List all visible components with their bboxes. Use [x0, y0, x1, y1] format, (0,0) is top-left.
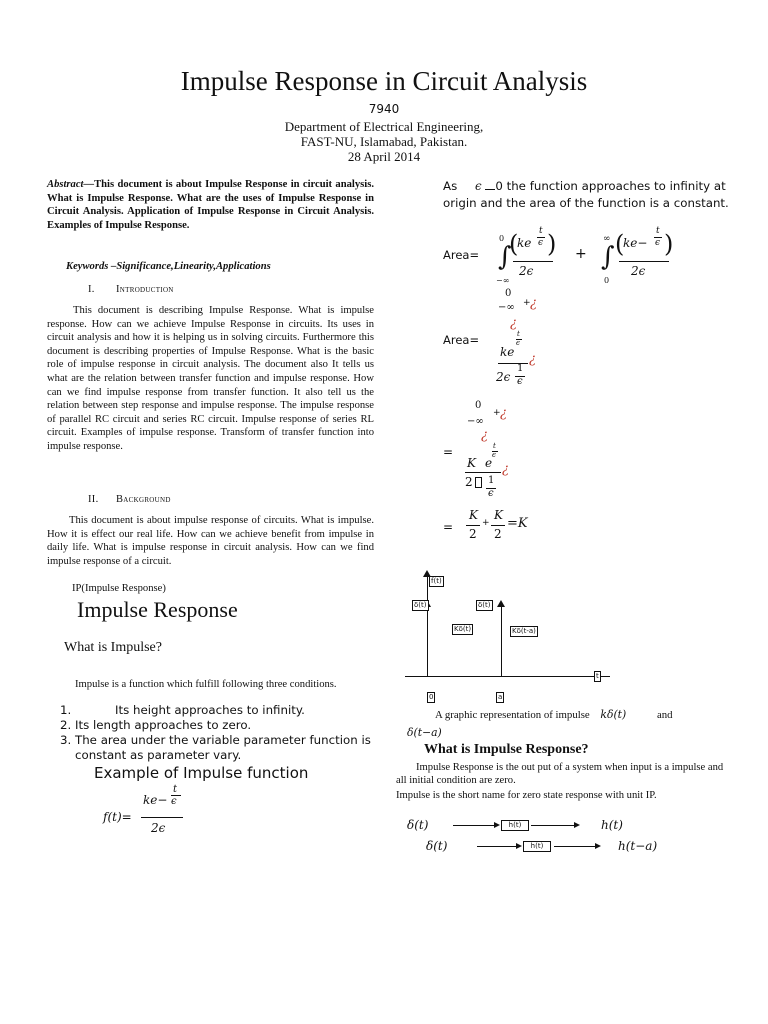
- graph-caption: A graphic representation of impulse kδ(t) and δ(t−a): [407, 708, 673, 739]
- arrow-right-icon: [595, 843, 601, 849]
- section-number-background: II.: [88, 494, 99, 505]
- abstract: Abstract—This document is about Impulse Response in circuit analysis. What is Impulse Response. What are the uses of Impulse Response in Circuit Analysis. Application of Impulse Response in Circuit Analysis. Examples of Impulse Response.: [47, 179, 374, 231]
- arrow-right-icon: [494, 822, 500, 828]
- x-axis: [405, 676, 610, 677]
- impulse-response-definition: Impulse Response is the out put of a system when input is a impulse and all initial condition are zero.: [396, 762, 724, 786]
- system-block-1: h(t): [501, 820, 529, 831]
- system-diagram: δ(t) h(t) h(t) δ(t) h(t) h(t−a): [407, 818, 658, 853]
- background-text: This document is about impulse response of circuits. What is impulse. How it is effect our real life. How can we achieve benefit from impulse in daily life. What is impulse response in circuit analysis. How can we find impulse response of a circuit.: [47, 515, 374, 567]
- impulse-graph: [405, 572, 610, 707]
- t-axis-label: t: [596, 672, 599, 680]
- university: FAST-NU, Islamabad, Pakistan.: [300, 134, 468, 149]
- what-is-impulse-response-heading: What is Impulse Response?: [424, 742, 589, 757]
- ft-label: f(t): [431, 577, 442, 585]
- impulse-response-heading: Impulse Response: [77, 597, 238, 622]
- condition-item: 1. Its height approaches to infinity.: [75, 703, 372, 718]
- arrow-line: [453, 825, 495, 826]
- intro-text: This document is describing Impulse Response. What is impulse response. How can we achieve Impulse Response in circuits. Its uses in circuit analysis and how it is helping us in solving circuits. Furthermore this document is describing properties of Impulse Response. What is the basic role of impulse response in circuit analysis. The document also It tells us what are the relation between transfer function and impulse response. How can we find impulse response from transfer function. It also tell us the relation between step response and impulse response. The impulse response of parallel RC circuit and series RC circuit. Impulse response of series RL circuit. Examples of impulse response. Transform of transfer function into impulse response.: [47, 305, 374, 452]
- abstract-label: Abstract: [47, 179, 84, 190]
- section-number-intro: I.: [88, 284, 95, 295]
- condition-item: 2. Its length approaches to zero.: [75, 718, 372, 733]
- zero-state-note: Impulse is the short name for zero state response with unit IP.: [396, 790, 657, 801]
- keywords: Keywords –Significance,Linearity,Applications: [66, 261, 271, 272]
- k-delta-label: Kδ(t): [454, 625, 472, 633]
- paper-id: 7940: [368, 102, 400, 116]
- arrow-right-icon: [516, 843, 522, 849]
- area-result: = K 2 + K 2 =K: [443, 508, 528, 541]
- what-is-impulse-heading: What is Impulse?: [64, 640, 162, 655]
- department: Department of Electrical Engineering,: [284, 119, 484, 134]
- limit-statement: As ϵ 0 the function approaches to infinity at origin and the area of the function is a constant.: [443, 179, 729, 210]
- date: 28 April 2014: [347, 149, 421, 164]
- system-block-2: h(t): [523, 841, 551, 852]
- page-title: Impulse Response in Circuit Analysis: [180, 66, 588, 96]
- arrow-line: [531, 825, 575, 826]
- arrow-line: [477, 846, 517, 847]
- shifted-impulse-arrow-icon: [497, 600, 505, 607]
- k-delta-a-label: Kδ(t-a): [512, 627, 536, 635]
- delta-label-left: δ(t): [414, 601, 427, 609]
- shifted-impulse-line: [501, 602, 502, 676]
- abstract-text: This document is about Impulse Response in circuit analysis. What is Impulse Response. What are the uses of Impulse Response in Circuit Analysis. Application of Impulse Response in Circuit Analysis. Examples of Impulse Response.: [47, 179, 374, 231]
- origin-label: 0: [429, 693, 434, 701]
- area-evaluation-1: 0 −∞ + ¿ ¿ Area= t ϵ ke ¿ 2ϵ 1 ϵ: [443, 288, 537, 387]
- area-evaluation-2: 0 −∞ + ¿ ¿ = t ϵ K e ¿ 2 1 ϵ: [443, 400, 509, 499]
- arrow-right-icon: [574, 822, 580, 828]
- section-heading-intro: Introduction: [116, 284, 174, 295]
- section-heading-background: Background: [116, 494, 171, 505]
- example-heading: Example of Impulse function: [94, 764, 309, 782]
- a-label: a: [498, 693, 503, 701]
- arrow-line: [554, 846, 596, 847]
- delta-label-right: δ(t): [478, 601, 491, 609]
- ip-label: IP(Impulse Response): [72, 583, 166, 594]
- conditions-list: [47, 703, 372, 763]
- area-integral-equation: Area= ∫ 0 −∞ ( ke t ϵ ) 2ϵ + ∫ ∞ 0 ( ke− t ϵ ) 2ϵ: [443, 226, 674, 285]
- condition-item: 3. The area under the variable parameter function is constant as parameter vary.: [75, 733, 372, 763]
- y-axis: [427, 572, 428, 676]
- impulse-definition: Impulse is a function which fulfill following three conditions.: [75, 679, 337, 690]
